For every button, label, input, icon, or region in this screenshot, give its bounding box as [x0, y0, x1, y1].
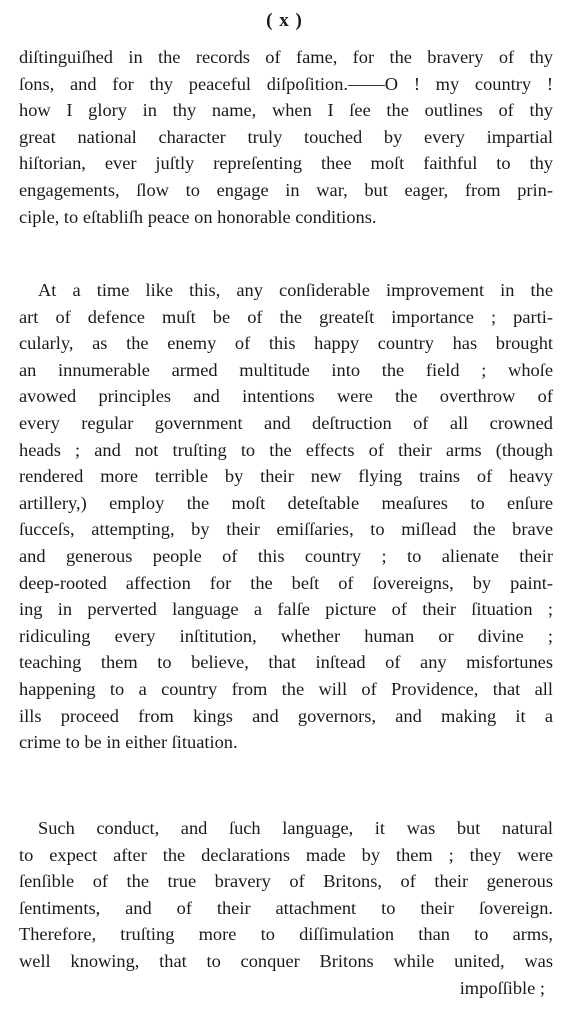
text-line: happening to a country from the will of Providence, that all: [19, 678, 553, 699]
text-line: teaching them to believe, that inſtead of any misfortunes: [19, 652, 553, 673]
text-line: avowed principles and intentions were the overthrow of: [19, 386, 553, 407]
text-line: every regular government and deſtruction of all crowned: [19, 412, 553, 433]
text-line: Such conduct, and ſuch language, it was but natural: [38, 818, 553, 838]
text-line: ſucceſs, attempting, by their emiſſaries, to miſlead the brave: [19, 519, 553, 540]
text-line: ridiculing every inſtitution, whether human or divine ;: [19, 625, 553, 646]
page-number: ( x ): [266, 10, 303, 31]
catchword: impoſſible ;: [459, 977, 545, 998]
paragraph-conduct: [19, 815, 553, 1001]
text-line: cularly, as the enemy of this happy country has brought: [19, 333, 553, 354]
text-line: and generous people of this country ; to alienate their: [19, 545, 553, 566]
text-line: rendered more terrible by their new flying trains of heavy: [19, 466, 553, 487]
paragraph-continuation: [19, 44, 553, 230]
text-line: ciple, to eſtabliſh peace on honorable conditions.: [19, 206, 377, 227]
paragraph-defence: [19, 277, 553, 756]
text-line: an innumerable armed multitude into the field ; whoſe: [19, 359, 553, 380]
text-line: great national character truly touched by every impartial: [19, 126, 553, 147]
text-line: art of defence muſt be of the greateſt importance ; parti-: [19, 306, 553, 327]
text-line: hiſtorian, ever juſtly repreſenting thee moſt faithful to thy: [19, 153, 553, 174]
text-line: heads ; and not truſting to the effects of their arms (though: [19, 439, 553, 460]
text-line: engagements, ſlow to engage in war, but eager, from prin-: [19, 179, 553, 200]
text-line: At a time like this, any conſiderable improvement in the: [38, 280, 553, 300]
text-line: ills proceed from kings and governors, and making it a: [19, 705, 553, 726]
text-line: ing in perverted language a falſe picture of their ſituation ;: [19, 599, 553, 620]
text-line: ſenſible of the true bravery of Britons, of their generous: [19, 871, 553, 892]
text-line: diſtinguiſhed in the records of fame, for the bravery of thy: [19, 47, 553, 67]
text-line: crime to be in either ſituation.: [19, 732, 238, 753]
text-line: well knowing, that to conquer Britons while united, was: [19, 950, 553, 971]
text-line: artillery,) employ the moſt deteſtable meaſures to enſure: [19, 492, 553, 513]
text-line: Therefore, truſting more to diſſimulation than to arms,: [19, 924, 553, 945]
text-line: ſentiments, and of their attachment to their ſovereign.: [19, 897, 553, 918]
text-line: how I glory in thy name, when I ſee the outlines of thy: [19, 100, 553, 121]
text-line: deep-rooted affection for the beſt of ſovereigns, by paint-: [19, 572, 553, 593]
text-line: ſons, and for thy peaceful diſpoſition.——O ! my country !: [19, 73, 553, 94]
text-line: to expect after the declarations made by them ; they were: [19, 844, 553, 865]
